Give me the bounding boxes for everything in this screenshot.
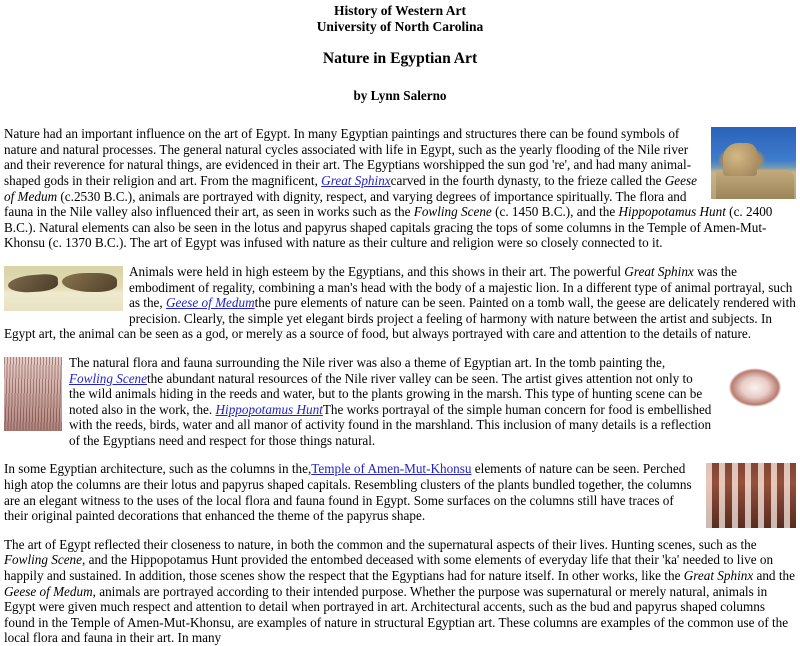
paragraph-3 xyxy=(4,355,796,449)
article-body xyxy=(0,126,800,646)
temple-columns-image xyxy=(706,463,796,528)
p2-text-a: Animals were held in high esteem by the Egyptians, and this shows in their art. The powerful xyxy=(129,263,625,279)
p2-text-c: was the embodiment of regality, combining a man's head with the body of a majestic lion. In a different type of animal portrayal, such as the, xyxy=(129,263,793,311)
paragraph-4 xyxy=(4,461,796,523)
p5-text-a: The art of Egypt reflected their closeness to nature, in both the common and the supernatural aspects of their lives. Hunting scenes, such as the xyxy=(4,536,757,552)
p4-text-b: elements of nature can be seen. Perched high atop the columns are their lotus and papyrus shaped capitals. Resembling clusters of the plants bundled together, the columns are an elegant witness to the uses of the local flora and fauna found in Egypt. Some surfaces on the columns still have traces of their original painted decorations that enhanced the theme of the papyrus shape. xyxy=(4,461,692,524)
p1-text-b: carved in the fourth dynasty, to the frieze called the xyxy=(390,172,665,188)
p5-title-fowling: Fowling Scene xyxy=(4,552,83,568)
marsh-reeds-image xyxy=(4,357,62,431)
paragraph-1 xyxy=(4,126,796,251)
p5-text-c: , and the Hippopotamus Hunt provided the entombed deceased with some elements of everyday life that their 'ka' needed to live on happily and sustained. In addition, those scenes show the respect that the Egyptians had for nature itself. In other works, like the xyxy=(4,552,774,584)
p1-title-hippo: Hippopotamus Hunt xyxy=(618,204,726,220)
p1-title-geese: Geese of Medum xyxy=(4,172,697,204)
link-temple-amen-mut-khonsu[interactable]: Temple of Amen-Mut-Khonsu xyxy=(311,461,472,477)
hippopotamus-hunt-image xyxy=(718,356,792,426)
p5-title-geese: Geese of Medum xyxy=(4,583,93,599)
link-hippopotamus-hunt[interactable]: Hippopotamus Hunt xyxy=(215,401,323,417)
p5-text-g: , animals are portrayed according to their intended purpose. Whether the purpose was supernatural or merely natural, animals in Egypt were given much respect and attention to detail when portrayed in art. Architectural accents, such as the bud and papyrus shaped columns found in the Temple of Amen-Mut-Khonsu, are examples of nature in structural Egyptian art. These columns are examples of the common use of the local flora and fauna in their art. In many xyxy=(4,583,789,646)
header-line-course: History of Western Art xyxy=(333,3,467,18)
p5-title-sphinx: Great Sphinx xyxy=(683,568,754,584)
link-geese-of-medum[interactable]: Geese of Medum xyxy=(166,295,255,311)
p2-text-d: the pure elements of nature can be seen. Painted on a tomb wall, the geese are delicately rendered with precision. Clearly, the simple yet elegant birds project a feeling of harmony with nature between the artist and subjects. In Egypt art, the animal can be seen as a god, or merely as a source of food, but always portrayed with care and attention to the details of nature. xyxy=(4,295,796,342)
p1-text-d: (c.2530 B.C.), animals are portrayed with dignity, respect, and varying degrees of importance spiritually. The flora and fauna in the Nile valley also influenced their art, as seen in works such as the xyxy=(4,188,687,220)
p1-title-fowling: Fowling Scene xyxy=(413,204,492,220)
geese-of-medum-image xyxy=(4,266,123,311)
page-header xyxy=(0,0,800,34)
paragraph-2 xyxy=(4,264,796,342)
link-great-sphinx[interactable]: Great Sphinx xyxy=(321,172,391,188)
link-fowling-scene[interactable]: Fowling Scene xyxy=(69,370,148,386)
p1-text-a: Nature had an important influence on the art of Egypt. In many Egyptian paintings and structures there can be found symbols of nature and natural processes. The general natural cycles associated with life in Egypt, such as the yearly flooding of the Nile river and their reverence for natural things, are evidenced in their art. The Egyptians worshipped the sun god 're', and had many animal-shaped gods in their religion and art. From the magnificent, xyxy=(4,126,692,188)
p3-text-c: The works portrayal of the simple human concern for food is embellished with the reeds, birds, water and all manor of activity found in the marshland. This inclusion of many details is a reflection of the Egyptians need and respect for those things natural. xyxy=(69,401,712,448)
p1-text-f: (c. 1450 B.C.), and the xyxy=(491,204,619,220)
p1-text-h: (c. 2400 B.C.). Natural elements can also be seen in the lotus and papyrus shaped capitals gracing the tops of some columns in the Temple of Amen-Mut-Khonsu (c. 1370 B.C.). The art of Egypt was infused with nature as their culture and religion were so closely connected to it. xyxy=(4,204,773,251)
p5-text-e: and the xyxy=(753,568,795,584)
great-sphinx-image xyxy=(711,127,796,199)
header-line-university: University of North Carolina xyxy=(316,18,484,34)
author-byline: by Lynn Salerno xyxy=(353,87,447,103)
p3-text-a: The natural flora and fauna surrounding the Nile river was also a theme of Egyptian art. In the tomb painting the, xyxy=(69,354,666,370)
p3-text-b: the abundant natural resources of the Nile river valley can be seen. The artist gives attention not only to the wild animals hiding in the reeds and water, but to the plants growing in the marsh. This type of hunting scene can be noted also in the work, the. xyxy=(69,370,703,417)
paragraph-5 xyxy=(4,537,796,646)
page-title: Nature in Egyptian Art xyxy=(322,50,478,67)
p4-text-a: In some Egyptian architecture, such as the columns in the, xyxy=(4,461,312,477)
p2-title-sphinx: Great Sphinx xyxy=(624,263,694,279)
